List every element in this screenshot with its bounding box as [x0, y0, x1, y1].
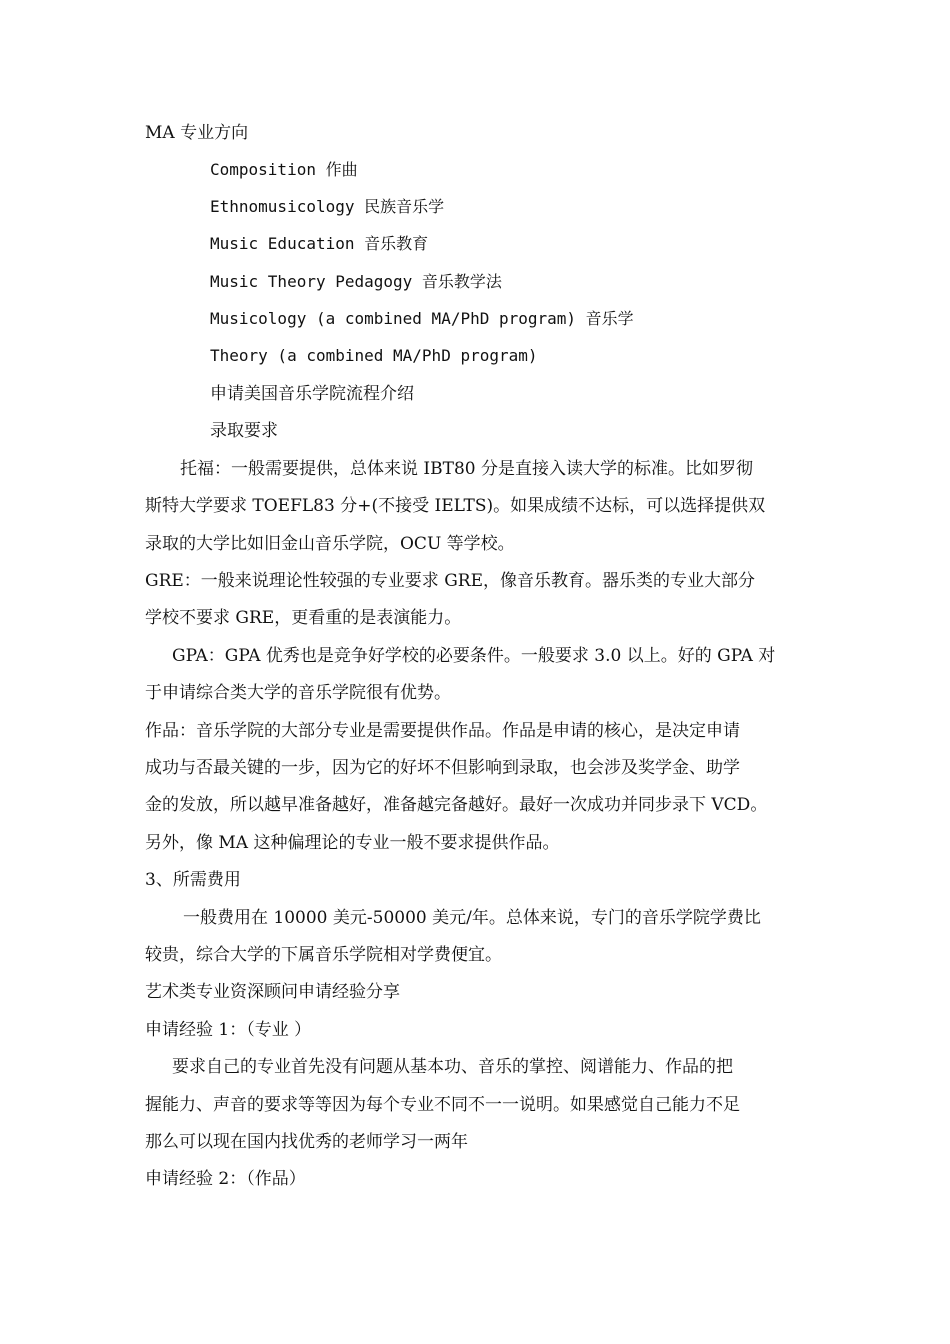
- list-item: Ethnomusicology 民族音乐学: [210, 197, 445, 216]
- paragraph-line: 录取的大学比如旧金山音乐学院，OCU 等学校。: [145, 534, 515, 554]
- section-heading-fees: 3、所需费用: [145, 870, 241, 890]
- paragraph-line: GRE：一般来说理论性较强的专业要求 GRE，像音乐教育。器乐类的专业大部分: [145, 571, 755, 591]
- paragraph-line: 于申请综合类大学的音乐学院很有优势。: [145, 683, 451, 703]
- paragraph-line: GPA：GPA 优秀也是竞争好学校的必要条件。一般要求 3.0 以上。好的 GPA 对: [172, 646, 776, 666]
- paragraph-line: 要求自己的专业首先没有问题从基本功、音乐的掌控、阅谱能力、作品的把: [172, 1057, 733, 1077]
- paragraph-line: 学校不要求 GRE，更看重的是表演能力。: [145, 608, 462, 628]
- list-item: Music Education 音乐教育: [210, 234, 429, 253]
- section-heading-requirements: 录取要求: [210, 421, 278, 441]
- list-item: Music Theory Pedagogy 音乐教学法: [210, 272, 502, 291]
- list-item: Musicology (a combined MA/PhD program) 音乐学: [210, 309, 634, 328]
- section-heading-process: 申请美国音乐学院流程介绍: [210, 384, 414, 404]
- section-heading-experience: 艺术类专业资深顾问申请经验分享: [145, 982, 400, 1002]
- paragraph-line: 握能力、声音的要求等等因为每个专业不同不一一说明。如果感觉自己能力不足: [145, 1095, 740, 1115]
- section-heading-ma: MA 专业方向: [145, 123, 249, 143]
- list-item: Theory (a combined MA/PhD program): [210, 346, 538, 365]
- paragraph-line: 较贵，综合大学的下属音乐学院相对学费便宜。: [145, 945, 502, 965]
- paragraph-line: 那么可以现在国内找优秀的老师学习一两年: [145, 1132, 468, 1152]
- paragraph-line: 作品：音乐学院的大部分专业是需要提供作品。作品是申请的核心，是决定申请: [145, 721, 740, 741]
- paragraph-line: 托福：一般需要提供，总体来说 IBT80 分是直接入读大学的标准。比如罗彻: [180, 459, 753, 479]
- list-item: Composition 作曲: [210, 160, 358, 179]
- subheading-experience-1: 申请经验 1：（专业 ）: [145, 1020, 312, 1040]
- paragraph-line: 一般费用在 10000 美元-50000 美元/年。总体来说，专门的音乐学院学费比: [183, 908, 761, 928]
- paragraph-line: 斯特大学要求 TOEFL83 分+(不接受 IELTS)。如果成绩不达标，可以选择提供双: [145, 496, 766, 516]
- paragraph-line: 另外，像 MA 这种偏理论的专业一般不要求提供作品。: [145, 833, 560, 853]
- paragraph-line: 成功与否最关键的一步，因为它的好坏不但影响到录取，也会涉及奖学金、助学: [145, 758, 740, 778]
- paragraph-line: 金的发放，所以越早准备越好，准备越完备越好。最好一次成功并同步录下 VCD。: [145, 795, 768, 815]
- subheading-experience-2: 申请经验 2：（作品）: [145, 1169, 306, 1189]
